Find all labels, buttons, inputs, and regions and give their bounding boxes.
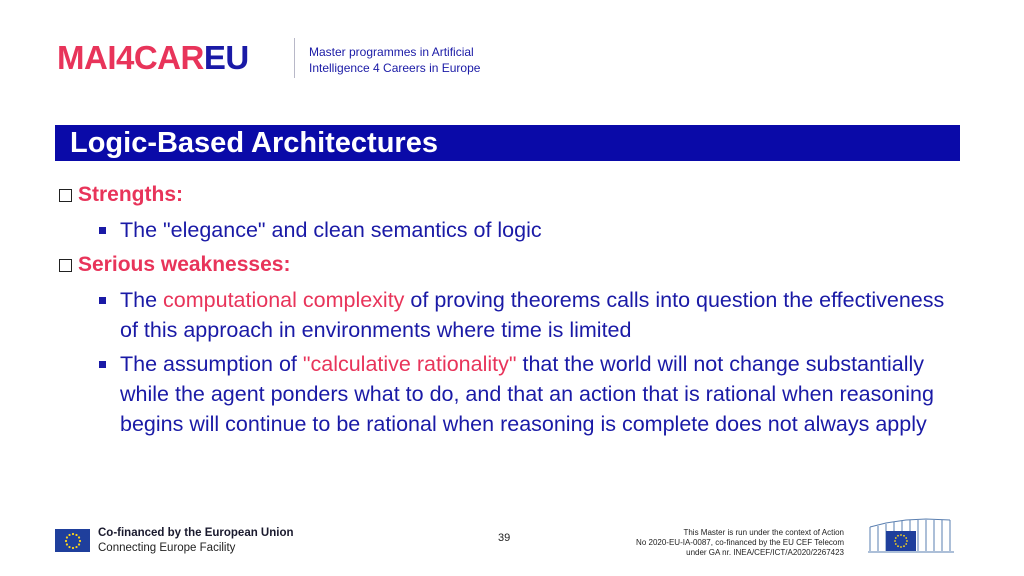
funding-note-line-3: under GA nr. INEA/CEF/ICT/A2020/2267423 <box>686 548 844 557</box>
weakness-bullet-complexity <box>59 285 959 345</box>
eu-cofinance-line-1: Co-financed by the European Union <box>98 527 294 539</box>
funding-note-line-1: This Master is run under the context of Action <box>683 528 844 537</box>
header-tagline <box>309 44 480 76</box>
bullet-text-pre: The <box>120 288 164 312</box>
checkbox-bullet-icon <box>59 259 72 272</box>
weakness-bullet-rationality <box>59 349 959 439</box>
strengths-heading-text: Strengths: <box>78 183 183 206</box>
eu-cofinance-text <box>98 526 294 556</box>
strengths-heading <box>59 180 959 210</box>
european-commission-logo <box>866 511 958 557</box>
bullet-text-post: of proving theorems calls into question the effectiveness of this approach in environments where time is limited <box>120 288 945 342</box>
funding-note <box>636 528 844 558</box>
tagline-line-1: Master programmes in Artificial <box>309 45 474 59</box>
square-bullet-icon <box>99 227 106 234</box>
weaknesses-heading-text: Serious weaknesses: <box>78 253 291 276</box>
mai4careu-logo <box>57 38 249 78</box>
strengths-bullet <box>59 215 959 245</box>
tagline-line-2: Intelligence 4 Careers in Europe <box>309 61 481 75</box>
weaknesses-heading <box>59 250 959 280</box>
bullet-text-pre: The assumption of <box>120 352 303 376</box>
logo-text-main: MAI4CAR <box>57 39 204 76</box>
header-divider <box>294 38 295 78</box>
slide-content <box>59 180 959 439</box>
strengths-bullet-text: The "elegance" and clean semantics of logic <box>120 218 542 242</box>
page-number: 39 <box>498 532 511 544</box>
square-bullet-icon <box>99 361 106 368</box>
highlight-computational-complexity: computational complexity <box>163 288 405 312</box>
eu-cofinance-line-2: Connecting Europe Facility <box>98 542 236 554</box>
slide-title: Logic-Based Architectures <box>70 127 438 159</box>
bullet-text-post: that the world will not change substantially while the agent ponders what to do, and that an action that is rational when reasoning begins will continue to be rational when reasoning is complete does not always apply <box>120 352 934 436</box>
square-bullet-icon <box>99 297 106 304</box>
checkbox-bullet-icon <box>59 189 72 202</box>
slide-title-bar <box>55 125 960 161</box>
highlight-calculative-rationality: "calculative rationality" <box>302 352 517 376</box>
funding-note-line-2: No 2020-EU-IA-0087, co-financed by the EU CEF Telecom <box>636 538 844 547</box>
eu-flag-icon <box>55 529 90 552</box>
logo-text-eu: EU <box>203 39 249 76</box>
